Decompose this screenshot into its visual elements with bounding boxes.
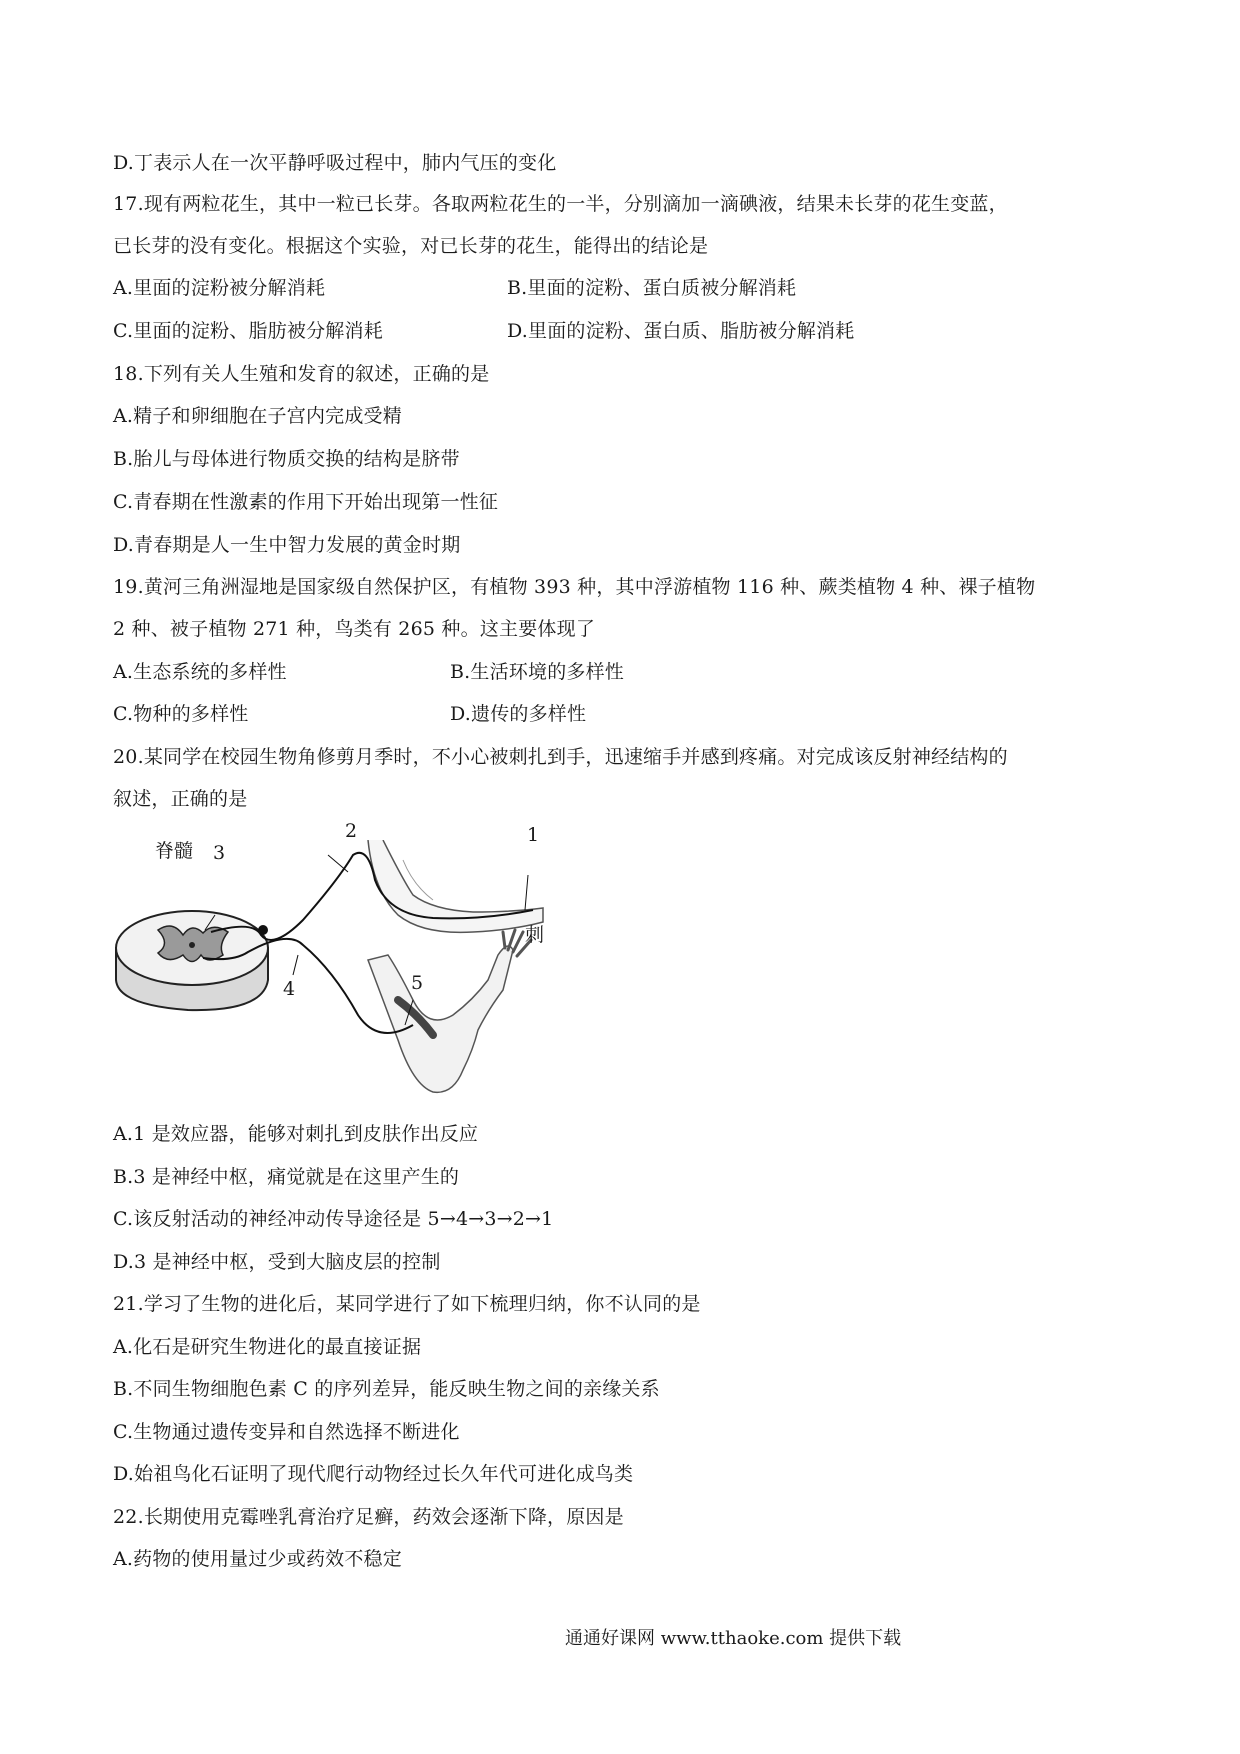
reflex-arc-figure bbox=[113, 820, 613, 1100]
q22-option-a: A.药物的使用量过少或药效不稳定 bbox=[113, 1548, 402, 1570]
spinal-cord-label: 脊髓 bbox=[155, 840, 194, 862]
q22-stem: 22.长期使用克霉唑乳膏治疗足癣，药效会逐渐下降，原因是 bbox=[113, 1506, 624, 1528]
q17-stem-2: 已长芽的没有变化。根据这个实验，对已长芽的花生，能得出的结论是 bbox=[113, 235, 709, 257]
label-1: 1 bbox=[527, 824, 540, 846]
q19-option-b: B.生活环境的多样性 bbox=[450, 661, 625, 683]
q17-option-c: C.里面的淀粉、脂肪被分解消耗 bbox=[113, 320, 383, 342]
nerve-cell-body bbox=[258, 925, 268, 935]
q21-option-a: A.化石是研究生物进化的最直接证据 bbox=[113, 1336, 422, 1358]
q21-option-b: B.不同生物细胞色素 C 的序列差异，能反映生物之间的亲缘关系 bbox=[113, 1378, 660, 1400]
q17-stem-1: 17.现有两粒花生，其中一粒已长芽。各取两粒花生的一半，分别滴加一滴碘液，结果未长芽的花生变蓝， bbox=[113, 193, 1008, 215]
q20-option-c: C.该反射活动的神经冲动传导途径是 5→4→3→2→1 bbox=[113, 1208, 554, 1230]
q21-option-c: C.生物通过遗传变异和自然选择不断进化 bbox=[113, 1421, 460, 1443]
q18-option-d: D.青春期是人一生中智力发展的黄金时期 bbox=[113, 534, 461, 556]
q18-option-c: C.青春期在性激素的作用下开始出现第一性征 bbox=[113, 491, 499, 513]
q21-stem: 21.学习了生物的进化后，某同学进行了如下梳理归纳，你不认同的是 bbox=[113, 1293, 701, 1315]
q19-stem-1: 19.黄河三角洲湿地是国家级自然保护区，有植物 393 种，其中浮游植物 116 种、蕨类植物 4 种、裸子植物 bbox=[113, 576, 1036, 598]
q21-option-d: D.始祖鸟化石证明了现代爬行动物经过长久年代可进化成鸟类 bbox=[113, 1463, 634, 1485]
q17-option-b: B.里面的淀粉、蛋白质被分解消耗 bbox=[507, 277, 797, 299]
label-4: 4 bbox=[283, 978, 296, 1000]
q19-stem-2: 2 种、被子植物 271 种，鸟类有 265 种。这主要体现了 bbox=[113, 618, 596, 640]
q16-option-d: D.丁表示人在一次平静呼吸过程中，肺内气压的变化 bbox=[113, 152, 557, 174]
label-5: 5 bbox=[411, 972, 424, 994]
lower-arm-outline bbox=[368, 930, 531, 1092]
q20-stem-2: 叙述，正确的是 bbox=[113, 788, 248, 810]
label-3: 3 bbox=[213, 842, 226, 864]
q20-stem-1: 20.某同学在校园生物角修剪月季时，不小心被刺扎到手，迅速缩手并感到疼痛。对完成该反射神经结构的 bbox=[113, 746, 1008, 768]
q18-option-a: A.精子和卵细胞在子宫内完成受精 bbox=[113, 405, 402, 427]
label-2: 2 bbox=[345, 820, 358, 842]
page-footer: 通通好课网 www.tthaoke.com 提供下载 bbox=[565, 1628, 902, 1649]
q20-option-d: D.3 是神经中枢，受到大脑皮层的控制 bbox=[113, 1251, 441, 1273]
q17-option-d: D.里面的淀粉、蛋白质、脂肪被分解消耗 bbox=[507, 320, 855, 342]
sting-label: 刺 bbox=[525, 924, 545, 946]
q19-option-a: A.生态系统的多样性 bbox=[113, 661, 287, 683]
reflex-arc-drawing bbox=[113, 840, 613, 1100]
q20-option-a: A.1 是效应器，能够对刺扎到皮肤作出反应 bbox=[113, 1123, 479, 1145]
q18-stem: 18.下列有关人生殖和发育的叙述，正确的是 bbox=[113, 363, 490, 385]
q19-option-d: D.遗传的多样性 bbox=[450, 703, 587, 725]
q18-option-b: B.胎儿与母体进行物质交换的结构是脐带 bbox=[113, 448, 460, 470]
q20-option-b: B.3 是神经中枢，痛觉就是在这里产生的 bbox=[113, 1166, 460, 1188]
q19-option-c: C.物种的多样性 bbox=[113, 703, 249, 725]
q17-option-a: A.里面的淀粉被分解消耗 bbox=[113, 277, 326, 299]
